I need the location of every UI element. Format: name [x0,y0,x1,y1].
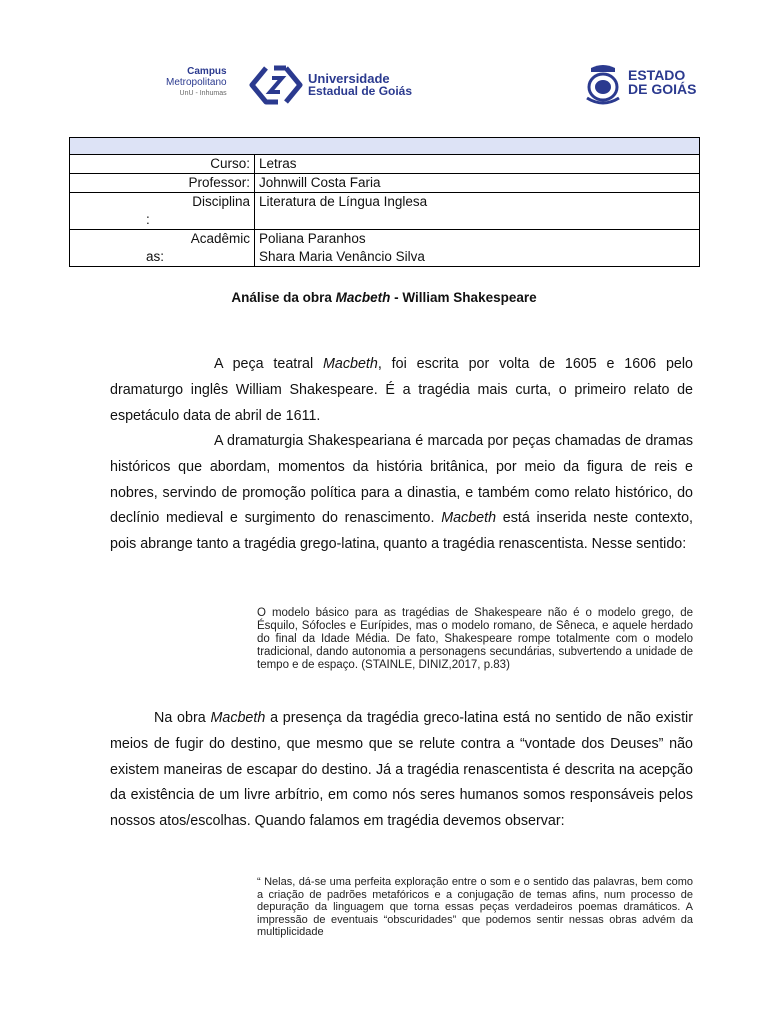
table-header-row [70,138,700,155]
row-value: Literatura de Língua Inglesa [255,193,700,230]
campus-logo-text: Campus Metropolitano UnU - Inhumas [166,66,227,97]
row-value: Poliana Paranhos Shara Maria Venâncio Silva [255,230,700,267]
row-label: Curso: [70,155,255,174]
university-name: Universidade Estadual de Goiás [308,71,413,98]
ueg-logo-icon [248,64,304,106]
table-row [70,230,700,267]
table-row [70,193,700,230]
row-label: Professor: [70,174,255,193]
row-value: Johnwill Costa Faria [255,174,700,193]
course-info-table [69,137,700,267]
block-quote-2: “ Nelas, dá-se uma perfeita exploração entre o som e o sentido das palavras, bem como a criação de padrões metafóricos e a conjugação de temas afins, num processo de depuração da linguagem que torna essas peças verdadeiros poemas dramáticos. A impressão de eventuais “obscuridades” que podemos sentir nessas obras advém da multiplicidade [257,876,693,938]
paragraph-2: A dramaturgia Shakespeariana é marcada por peças chamadas de dramas históricos que abordam, momentos da história britânica, por meio da figura de reis e nobres, servindo de promoção política para a dinastia, e também como relato histórico, do declínio medieval e surgimento do renascimento. Macbeth está inserida neste contexto, pois abrange tanto a tragédia grego-latina, quanto a tragédia renascentista. Nesse sentido: [110,433,693,553]
table-row [70,174,700,193]
row-label: Acadêmic as: [70,230,255,267]
document-title: Análise da obra Macbeth - William Shakespeare [231,290,537,305]
goias-coat-of-arms-icon [583,62,623,106]
row-value: Letras [255,155,700,174]
state-name: ESTADO DE GOIÁS [628,67,697,97]
paragraph-1: A peça teatral Macbeth, foi escrita por volta de 1605 e 1606 pelo dramaturgo inglês William Shakespeare. É a tragédia mais curta, o primeiro relato de espetáculo data de abril de 1611. [110,356,693,424]
row-label: Disciplina : [70,193,255,230]
block-quote-1: O modelo básico para as tragédias de Shakespeare não é o modelo grego, de Ésquilo, Sófocles e Eurípides, mas o modelo romano, de Sêneca, e aquele herdado do final da Idade Média. De fato, Shakespeare rompe totalmente com o modelo tradicional, dando autonomia a personagens secundárias, subvertendo a unidade de tempo e de espaço. (STAINLE, DINIZ,2017, p.83) [257,607,693,671]
header-logos [0,58,768,110]
paragraph-3: Na obra Macbeth a presença da tragédia greco-latina está no sentido de não existir meios de fugir do destino, que mesmo que se relute contra a “vontade dos Deuses” não existem maneiras de escapar do destino. Já a tragédia renascentista é descrita na acepção da existência de um livre arbítrio, em como nós seres humanos somos responsáveis pelos nossos atos/escolhas. Quando falamos em tragédia devemos observar: [110,710,693,830]
table-row [70,155,700,174]
